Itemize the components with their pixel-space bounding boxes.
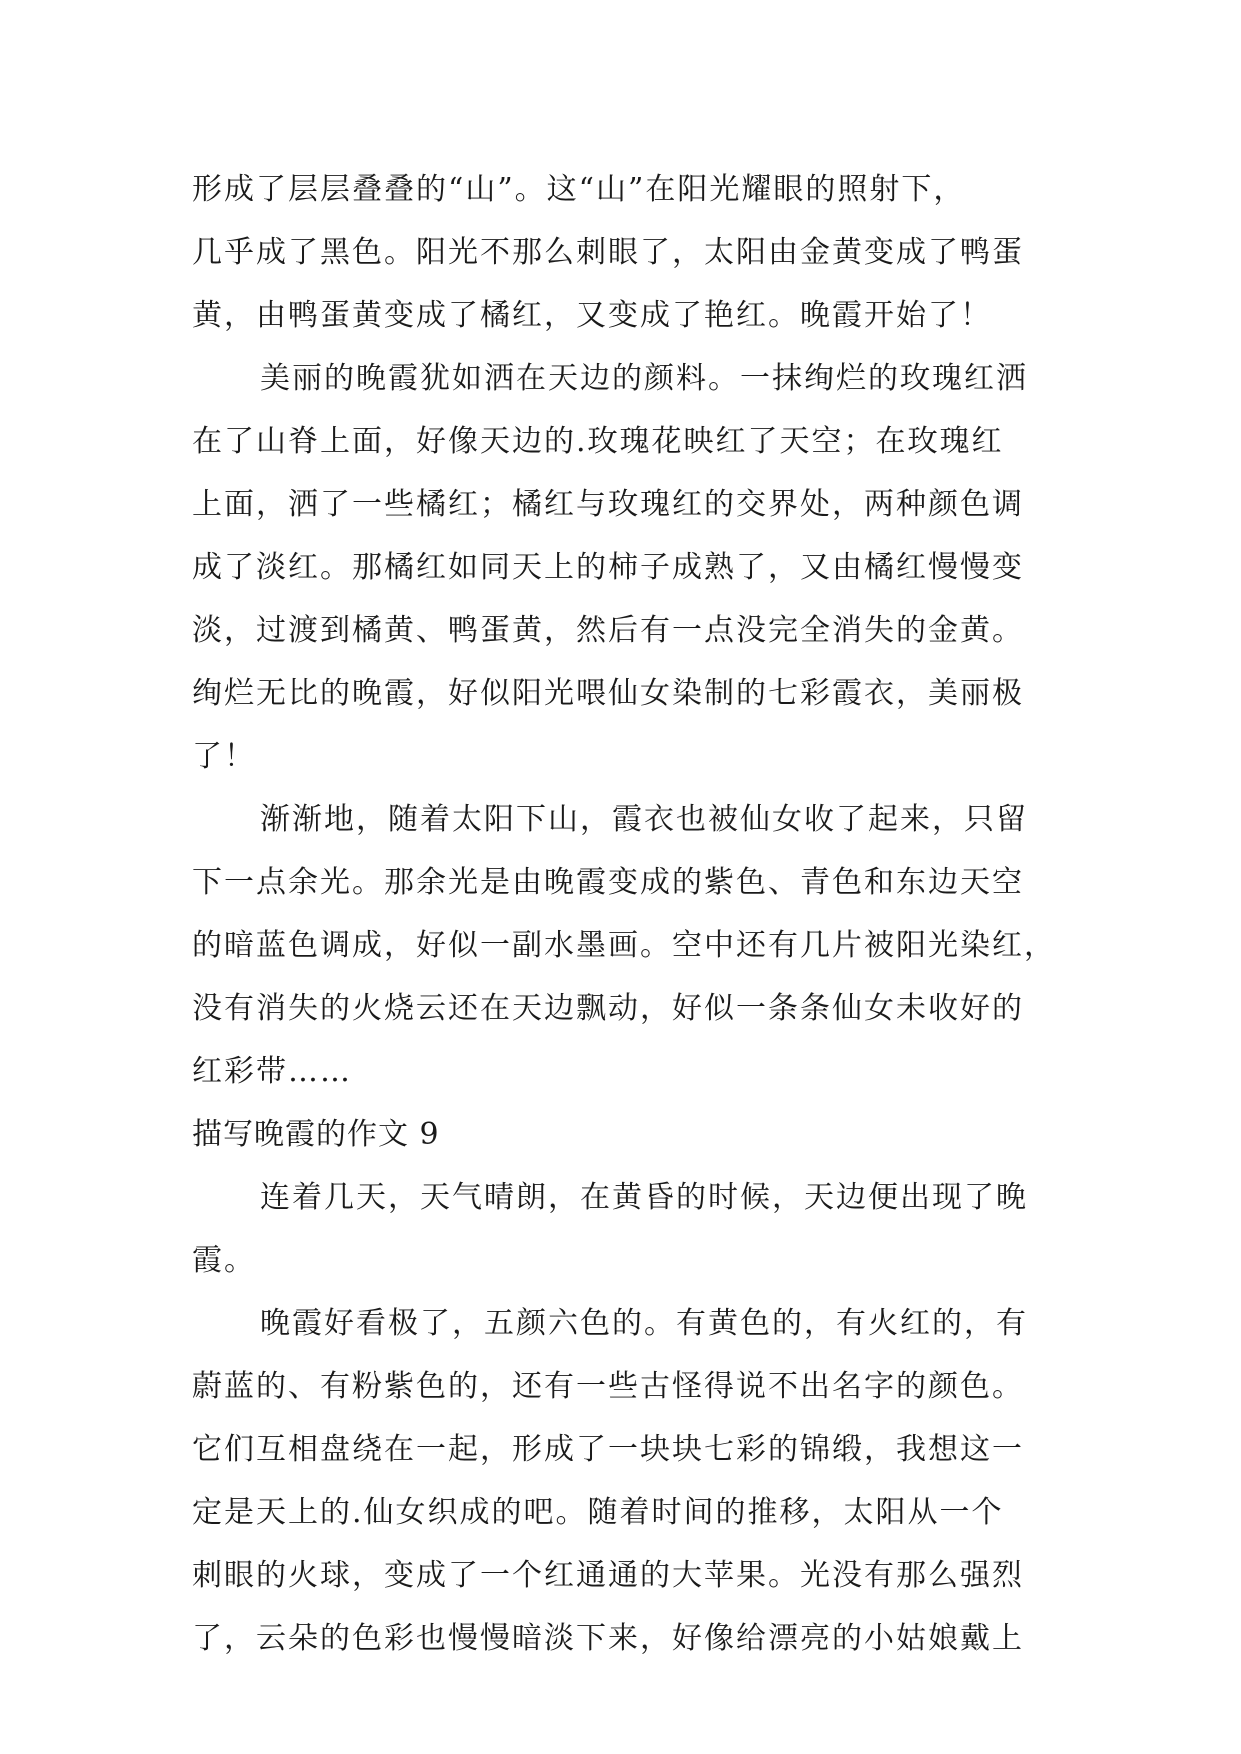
text-line: 下一点余光。那余光是由晚霞变成的紫色、青色和东边天空 bbox=[192, 865, 1024, 900]
essay-body bbox=[192, 158, 1072, 1670]
text-line: 的暗蓝色调成，好似一副水墨画。空中还有几片被阳光染红， bbox=[192, 928, 1056, 963]
paragraph-start-line: 晚霞好看极了，五颜六色的。有黄色的，有火红的，有 bbox=[260, 1306, 1028, 1341]
text-line: 几乎成了黑色。阳光不那么刺眼了，太阳由金黄变成了鸭蛋 bbox=[192, 235, 1024, 270]
text-line: 成了淡红。那橘红如同天上的柿子成熟了，又由橘红慢慢变 bbox=[192, 550, 1024, 585]
paragraph-start-line: 渐渐地，随着太阳下山，霞衣也被仙女收了起来，只留 bbox=[260, 802, 1028, 837]
text-line: 上面，洒了一些橘红；橘红与玫瑰红的交界处，两种颜色调 bbox=[192, 487, 1024, 522]
text-line: 绚烂无比的晚霞，好似阳光喂仙女染制的七彩霞衣，美丽极 bbox=[192, 676, 1024, 711]
text-line: 淡，过渡到橘黄、鸭蛋黄，然后有一点没完全消失的金黄。 bbox=[192, 613, 1024, 648]
paragraph-start-line: 连着几天，天气晴朗，在黄昏的时候，天边便出现了晚 bbox=[260, 1180, 1028, 1215]
text-line: 霞。 bbox=[192, 1243, 256, 1278]
text-line: 蔚蓝的、有粉紫色的，还有一些古怪得说不出名字的颜色。 bbox=[192, 1369, 1024, 1404]
text-line: 黄，由鸭蛋黄变成了橘红，又变成了艳红。晚霞开始了！ bbox=[192, 298, 992, 333]
essay-heading: 描写晚霞的作文 9 bbox=[192, 1117, 440, 1152]
paragraph-start-line: 美丽的晚霞犹如洒在天边的颜料。一抹绚烂的玫瑰红洒 bbox=[260, 361, 1028, 396]
text-line: 刺眼的火球，变成了一个红通通的大苹果。光没有那么强烈 bbox=[192, 1558, 1024, 1593]
text-line: 形成了层层叠叠的“山”。这“山”在阳光耀眼的照射下， bbox=[192, 172, 966, 207]
text-line: 它们互相盘绕在一起，形成了一块块七彩的锦缎，我想这一 bbox=[192, 1432, 1024, 1467]
text-line: 了！ bbox=[192, 739, 256, 774]
text-line: 在了山脊上面，好像天边的.玫瑰花映红了天空；在玫瑰红 bbox=[192, 424, 1004, 459]
text-line: 定是天上的.仙女织成的吧。随着时间的推移，太阳从一个 bbox=[192, 1495, 1004, 1530]
text-line: 没有消失的火烧云还在天边飘动，好似一条条仙女未收好的 bbox=[192, 991, 1024, 1026]
text-line: 了，云朵的色彩也慢慢暗淡下来，好像给漂亮的小姑娘戴上 bbox=[192, 1621, 1024, 1656]
text-line: 红彩带…… bbox=[192, 1054, 352, 1089]
